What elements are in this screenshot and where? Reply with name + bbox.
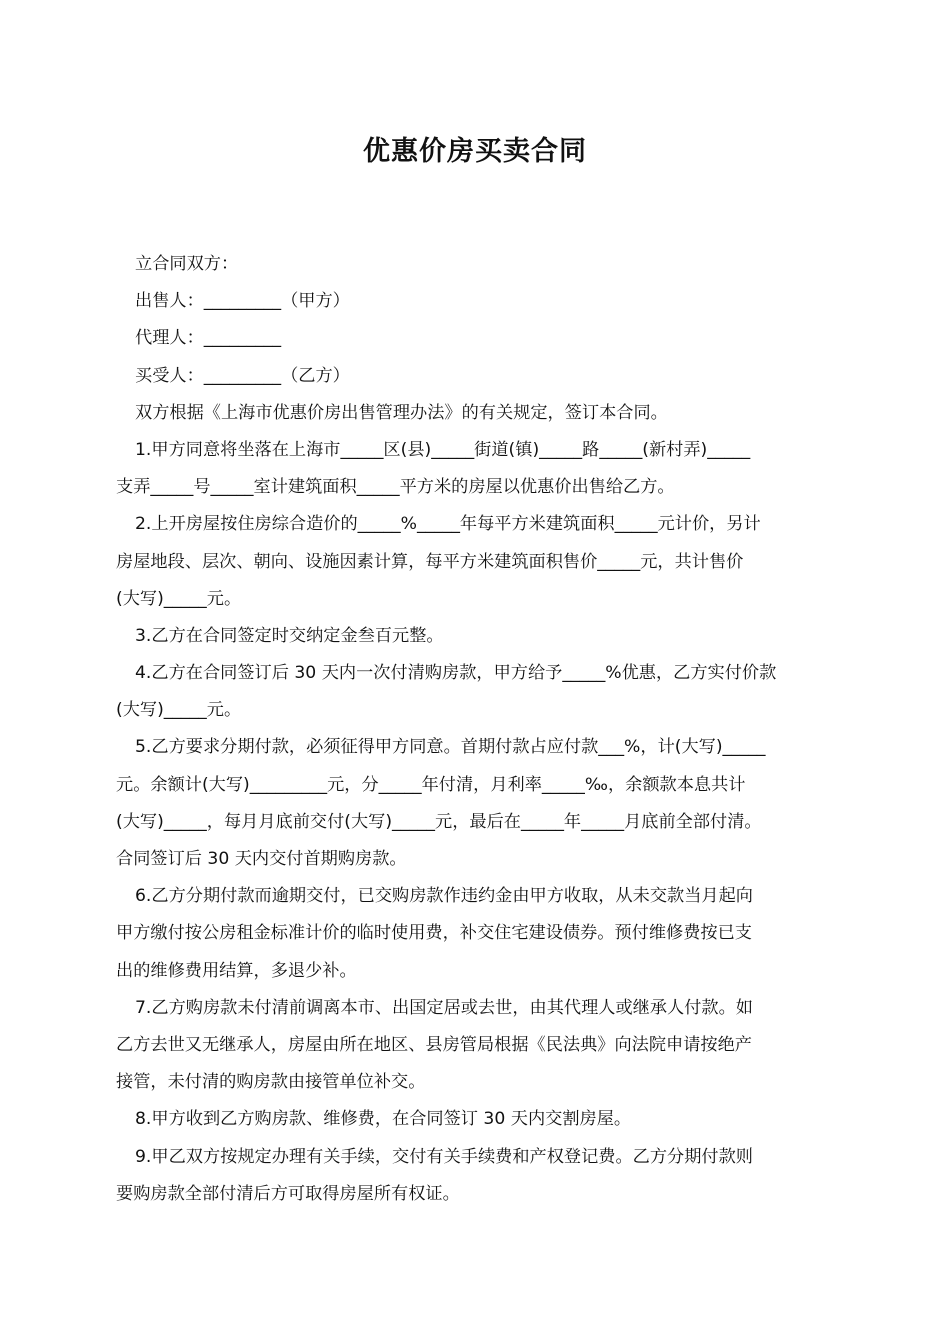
- text-line: 1.甲方同意将坐落在上海市_____区(县)_____街道(镇)_____路_____(新村弄)_____: [135, 439, 751, 460]
- text-line: 9.甲乙双方按规定办理有关手续，交付有关手续费和产权登记费。乙方分期付款则: [135, 1146, 753, 1167]
- text-line: 4.乙方在合同签订后 30 天内一次付清购房款，甲方给予_____%优惠，乙方实付价款: [135, 663, 777, 684]
- text-line: 合同签订后 30 天内交付首期购房款。: [116, 849, 407, 869]
- text-line: 双方根据《上海市优惠价房出售管理办法》的有关规定，签订本合同。: [135, 402, 668, 423]
- text-line: 房屋地段、层次、朝向、设施因素计算，每平方米建筑面积售价_____元，共计售价: [116, 551, 744, 572]
- text-line: 买受人：_________（乙方）: [135, 365, 350, 386]
- text-line: 2.上开房屋按住房综合造价的_____%_____年每平方米建筑面积_____元计价，另计: [135, 514, 761, 535]
- text-line: 要购房款全部付清后方可取得房屋所有权证。: [116, 1183, 460, 1204]
- document-body: [116, 246, 840, 1213]
- text-line: 出售人：_________（甲方）: [135, 291, 350, 312]
- text-line: 7.乙方购房款未付清前调离本市、出国定居或去世，由其代理人或继承人付款。如: [135, 997, 753, 1018]
- text-line: 元。余额计(大写)_________元，分_____年付清，月利率_____‰，余额款本息共计: [116, 774, 746, 795]
- text-line: 8.甲方收到乙方购房款、维修费，在合同签订 30 天内交割房屋。: [135, 1109, 632, 1130]
- text-line: 代理人：_________: [135, 328, 282, 349]
- text-line: (大写)_____，每月月底前交付(大写)_____元，最后在_____年_____月底前全部付清。: [116, 811, 762, 832]
- text-line: 甲方缴付按公房租金标准计价的临时使用费，补交住宅建设债券。预付维修费按已支: [116, 923, 752, 944]
- text-line: 支弄_____号_____室计建筑面积_____平方米的房屋以优惠价出售给乙方。: [116, 477, 675, 498]
- text-line: (大写)_____元。: [116, 700, 242, 721]
- text-line: 5.乙方要求分期付款，必须征得甲方同意。首期付款占应付款___%，计(大写)_____: [135, 737, 766, 758]
- text-line: 立合同双方：: [135, 254, 239, 274]
- text-line: 6.乙方分期付款而逾期交付，已交购房款作违约金由甲方收取，从未交款当月起向: [135, 886, 753, 907]
- text-line: 接管，未付清的购房款由接管单位补交。: [116, 1072, 426, 1093]
- document-title: 优惠价房买卖合同: [363, 136, 587, 167]
- text-line: 出的维修费用结算，多退少补。: [116, 960, 357, 981]
- text-line: (大写)_____元。: [116, 588, 242, 609]
- text-line: 乙方去世又无继承人，房屋由所在地区、县房管局根据《民法典》向法院申请按绝产: [116, 1034, 752, 1055]
- text-line: 3.乙方在合同签定时交纳定金叁百元整。: [135, 625, 444, 646]
